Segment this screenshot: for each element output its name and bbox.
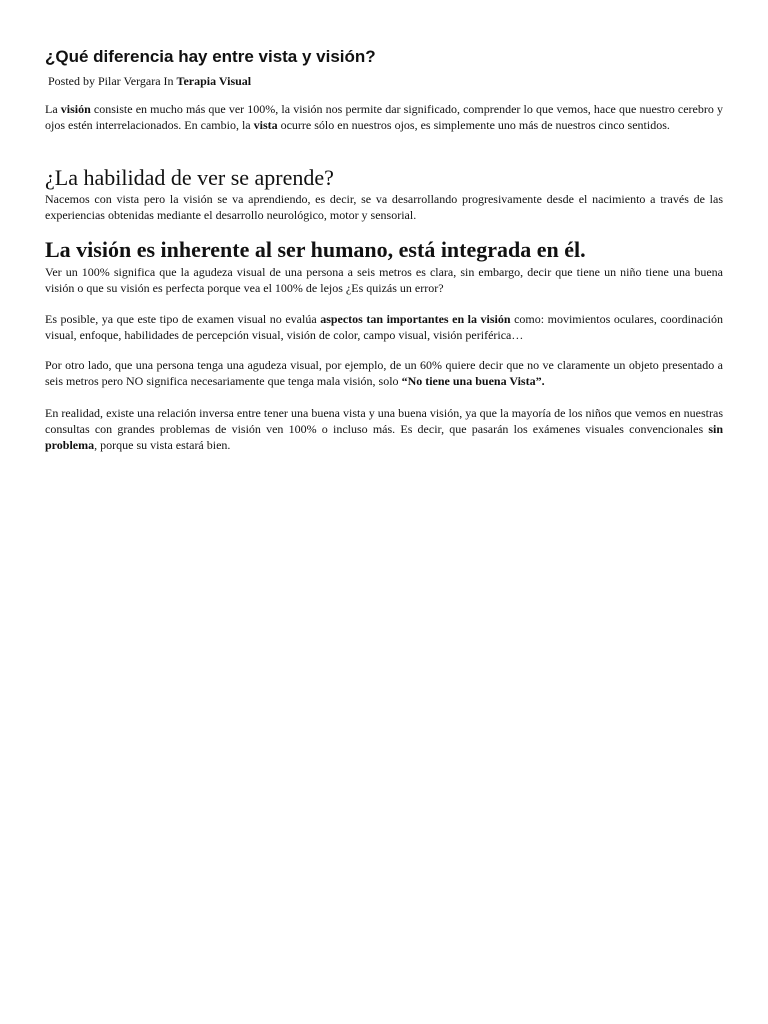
text: , porque su vista estará bien. bbox=[94, 438, 231, 452]
bold-text: vista bbox=[253, 118, 278, 132]
bold-text: sin problema bbox=[45, 422, 723, 452]
bold-text: visión bbox=[60, 102, 91, 116]
paragraph-intro bbox=[45, 101, 723, 133]
post-meta bbox=[48, 74, 251, 89]
article-title: ¿Qué diferencia hay entre vista y visión? bbox=[45, 47, 376, 66]
text: Por otro lado, que una persona tenga una agudeza visual, por ejemplo, de un 60% quiere decir que no ve claramente un objeto presentado a seis metros pero NO significa necesariamente que tenga mala visión, solo bbox=[45, 358, 723, 388]
paragraph-learn: Nacemos con vista pero la visión se va aprendiendo, es decir, se va desarrollando progresivamente desde el nacimiento a través de las experiencias obtenidas mediante el desarrollo neurológico, motor y sensorial. bbox=[45, 192, 723, 222]
bold-text: “No tiene una buena Vista”. bbox=[401, 374, 545, 388]
heading-inherent: La visión es inherente al ser humano, está integrada en él. bbox=[45, 237, 586, 262]
category-link[interactable]: Terapia Visual bbox=[176, 74, 252, 88]
heading-learn: ¿La habilidad de ver se aprende? bbox=[45, 165, 334, 190]
in-label: In bbox=[163, 74, 174, 88]
text: como: movimientos oculares, coordinación visual, enfoque, habilidades de percepción visual, visión de color, campo visual, visión periférica… bbox=[45, 312, 723, 342]
text: consiste en mucho más que ver 100%, la visión nos permite dar significado, comprender lo que vemos, hace que nuestro cerebro y ojos estén interrelacionados. En cambio, la bbox=[45, 102, 723, 132]
paragraph-otro-lado bbox=[45, 357, 723, 389]
paragraph-realidad bbox=[45, 405, 723, 453]
text: La bbox=[45, 102, 61, 116]
text: Es posible, ya que este tipo de examen visual no evalúa bbox=[45, 312, 321, 326]
paragraph-examen bbox=[45, 311, 723, 343]
text: ocurre sólo en nuestros ojos, es simplemente uno más de nuestros cinco sentidos. bbox=[277, 118, 670, 132]
posted-by: Posted by Pilar Vergara bbox=[48, 74, 161, 88]
paragraph-agudeza: Ver un 100% significa que la agudeza visual de una persona a seis metros es clara, sin embargo, decir que tiene un niño tiene una buena visión o que su visión es perfecta porque vea el 100% de lejos ¿Es quizás un error? bbox=[45, 265, 723, 295]
bold-text: aspectos tan importantes en la visión bbox=[320, 312, 511, 326]
text: En realidad, existe una relación inversa entre tener una buena vista y una buena visión, ya que la mayoría de los niños que vemos en nuestras consultas con grandes problemas de visión ven 100% o incluso más. Es decir, que pasarán los exámenes visuales convencionales bbox=[45, 406, 723, 436]
